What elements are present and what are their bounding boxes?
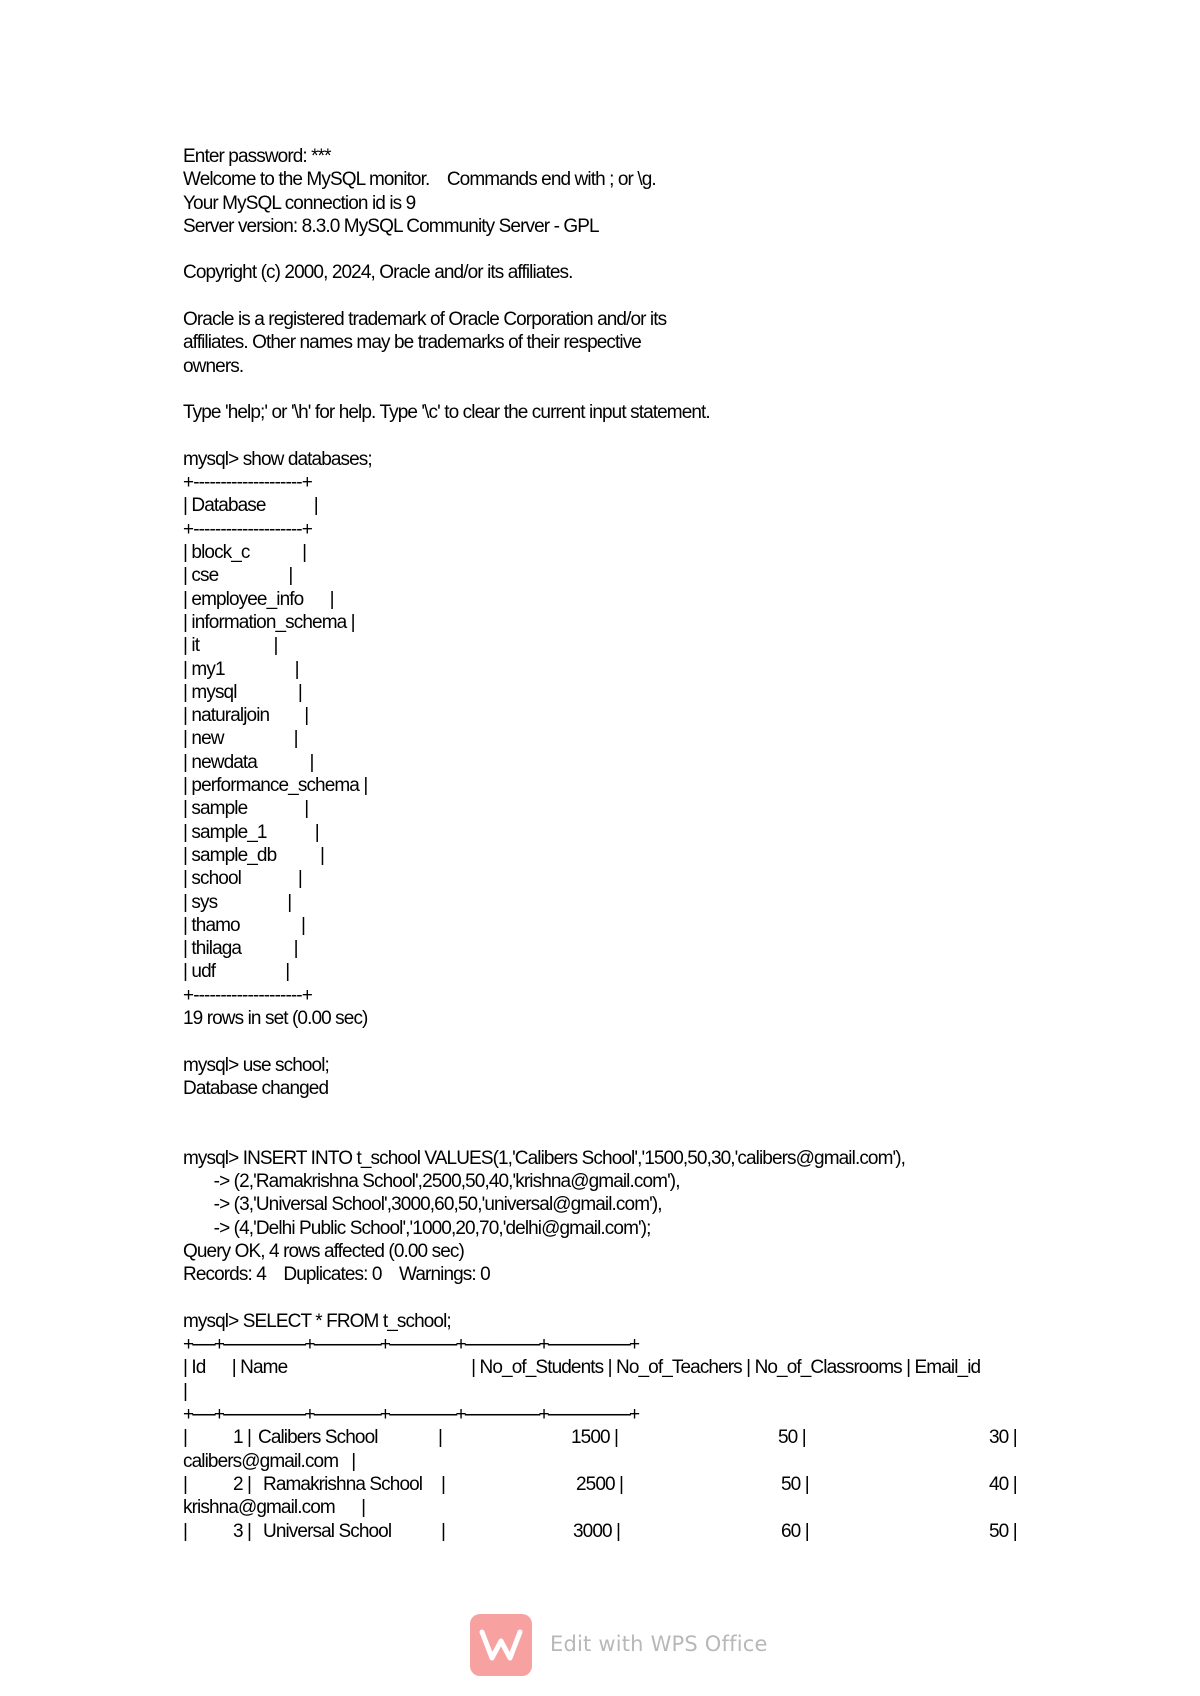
table-row — [183, 1473, 1083, 1496]
intro-line: Server version: 8.3.0 MySQL Community Server - GPL — [183, 215, 599, 237]
database-row: | performance_schema | — [183, 775, 368, 797]
cell-name: Calibers School — [258, 1427, 378, 1449]
cell-students: 3000 | — [573, 1520, 621, 1542]
row-prefix: | — [183, 1473, 188, 1495]
use-school-prompt: mysql> use school; — [183, 1054, 329, 1076]
row-prefix: | — [183, 1520, 188, 1542]
database-table-header: | Database | — [183, 495, 318, 517]
cell-teachers: 50 | — [781, 1473, 809, 1495]
database-row: | udf | — [183, 961, 290, 983]
mysql-console-transcript — [183, 145, 1083, 1543]
intro-line: Enter password: *** — [183, 146, 331, 167]
blank-line — [183, 378, 1083, 401]
cell-email: krishna@gmail.com | — [183, 1497, 366, 1519]
cell-classrooms: 30 | — [989, 1427, 1017, 1449]
header-wrap: | — [183, 1380, 188, 1402]
table-border: +------+----------------------+------------------+------------------+--------------------+----------------------+ — [183, 1334, 638, 1356]
blank-line — [183, 285, 1083, 308]
cell-email: calibers@gmail.com | — [183, 1450, 356, 1472]
wps-w-glyph-icon — [479, 1627, 523, 1663]
cell-students: 2500 | — [576, 1473, 624, 1495]
query-result: Query OK, 4 rows affected (0.00 sec) — [183, 1240, 464, 1262]
help-hint: Type 'help;' or '\h' for help. Type '\c' to clear the current input statement. — [183, 402, 710, 424]
row-prefix: | — [183, 1427, 188, 1449]
query-result: 19 rows in set (0.00 sec) — [183, 1007, 368, 1029]
database-row: | sample | — [183, 798, 309, 820]
query-result: Records: 4 Duplicates: 0 Warnings: 0 — [183, 1264, 490, 1286]
database-row: | newdata | — [183, 751, 314, 773]
intro-line: Welcome to the MySQL monitor. Commands end with ; or \g. — [183, 169, 656, 191]
database-row: | sys | — [183, 891, 292, 913]
table-border: +------+----------------------+------------------+------------------+--------------------+----------------------+ — [183, 1404, 638, 1426]
blank-line — [183, 1100, 1083, 1123]
database-row: | it | — [183, 635, 278, 657]
wps-logo-icon[interactable] — [470, 1614, 532, 1676]
table-row — [183, 1426, 1083, 1449]
cell-teachers: 50 | — [778, 1427, 806, 1449]
database-row: | employee_info | — [183, 588, 334, 610]
database-row: | cse | — [183, 565, 293, 587]
trademark-line: affiliates. Other names may be trademarks of their respective — [183, 332, 641, 354]
show-databases-prompt: mysql> show databases; — [183, 448, 372, 470]
cell-name: Ramakrishna School — [263, 1473, 423, 1495]
blank-line — [183, 238, 1083, 261]
database-row: | information_schema | — [183, 611, 355, 633]
cell-classrooms: 50 | — [989, 1520, 1017, 1542]
table-border: +--------------------+ — [183, 472, 312, 494]
database-row: | sample_db | — [183, 844, 325, 866]
cell-students: 1500 | — [571, 1427, 619, 1449]
wps-watermark-text[interactable]: Edit with WPS Office — [550, 1632, 768, 1656]
database-row: | naturaljoin | — [183, 705, 309, 727]
database-row: | my1 | — [183, 658, 299, 680]
blank-line — [183, 1123, 1083, 1146]
database-row: | sample_1 | — [183, 821, 319, 843]
blank-line — [183, 425, 1083, 448]
cell-sep: | — [441, 1520, 446, 1542]
database-row: | new | — [183, 728, 298, 750]
table-border: +--------------------+ — [183, 518, 312, 540]
database-row: | thilaga | — [183, 938, 298, 960]
copyright-line: Copyright (c) 2000, 2024, Oracle and/or its affiliates. — [183, 262, 573, 284]
cell-id: 3 | — [233, 1520, 252, 1542]
cell-classrooms: 40 | — [989, 1473, 1017, 1495]
cell-id: 2 | — [233, 1473, 252, 1495]
insert-line: -> (2,'Ramakrishna School',2500,50,40,'krishna@gmail.com'), — [183, 1171, 680, 1193]
insert-line: mysql> INSERT INTO t_school VALUES(1,'Calibers School','1500,50,30,'calibers@gmail.com'), — [183, 1147, 906, 1169]
cell-sep: | — [438, 1427, 443, 1449]
select-table-header: | Id | Name | No_of_Students | No_of_Teachers | No_of_Classrooms | Email_id — [183, 1357, 981, 1379]
select-prompt: mysql> SELECT * FROM t_school; — [183, 1310, 451, 1332]
database-row: | thamo | — [183, 914, 306, 936]
cell-name: Universal School — [263, 1520, 392, 1542]
database-row: | school | — [183, 868, 302, 890]
cell-teachers: 60 | — [781, 1520, 809, 1542]
intro-line: Your MySQL connection id is 9 — [183, 192, 416, 214]
table-row — [183, 1520, 1083, 1543]
table-border: +--------------------+ — [183, 984, 312, 1006]
trademark-line: Oracle is a registered trademark of Oracle Corporation and/or its — [183, 309, 667, 331]
query-result: Database changed — [183, 1077, 329, 1099]
insert-line: -> (3,'Universal School',3000,60,50,'universal@gmail.com'), — [183, 1194, 662, 1216]
database-row: | block_c | — [183, 542, 307, 564]
cell-id: 1 | — [233, 1427, 252, 1449]
insert-line: -> (4,'Delhi Public School','1000,20,70,'delhi@gmail.com'); — [183, 1217, 651, 1239]
blank-line — [183, 1287, 1083, 1310]
cell-sep: | — [441, 1473, 446, 1495]
blank-line — [183, 1030, 1083, 1053]
database-row: | mysql | — [183, 681, 302, 703]
trademark-line: owners. — [183, 355, 244, 377]
